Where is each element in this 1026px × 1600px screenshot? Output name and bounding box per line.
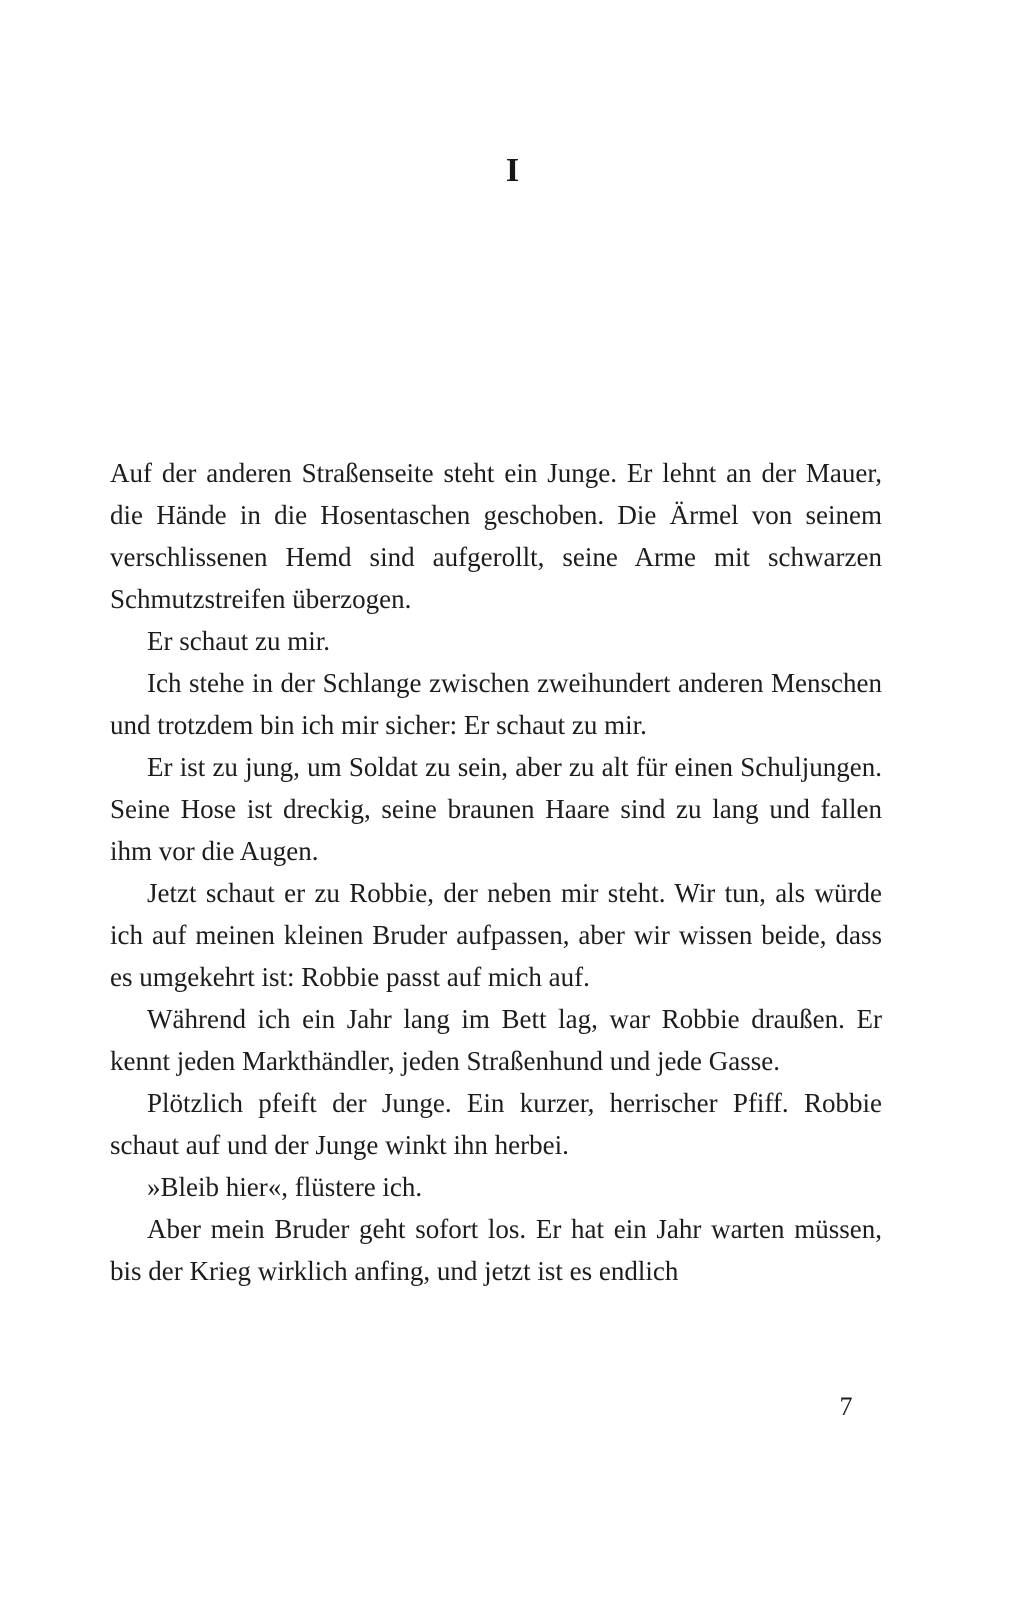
paragraph: Auf der anderen Straßenseite steht ein Junge. Er lehnt an der Mauer, die Hände in die Hosentaschen geschoben. Die Ärmel von seinem verschlissenen Hemd sind aufgerollt, seine Arme mit schwarzen Schmutzstreifen überzogen. <box>110 458 882 614</box>
paragraph: Er ist zu jung, um Soldat zu sein, aber zu alt für einen Schuljungen. Seine Hose ist dreckig, seine braunen Haare sind zu lang und fallen ihm vor die Augen. <box>110 752 882 866</box>
page-number: 7 <box>839 1392 853 1421</box>
chapter-heading: I <box>505 152 521 189</box>
paragraph: Jetzt schaut er zu Robbie, der neben mir steht. Wir tun, als würde ich auf meinen kleinen Bruder aufpassen, aber wir wissen beide, dass es umgekehrt ist: Robbie passt auf mich auf. <box>110 878 882 992</box>
paragraph: Aber mein Bruder geht sofort los. Er hat ein Jahr warten müssen, bis der Krieg wirklich anfing, und jetzt ist es endlich <box>110 1214 882 1286</box>
paragraph: Während ich ein Jahr lang im Bett lag, war Robbie draußen. Er kennt jeden Markthändler, jeden Straßenhund und jede Gasse. <box>110 1004 882 1076</box>
paragraph: Plötzlich pfeift der Junge. Ein kurzer, herrischer Pfiff. Robbie schaut auf und der Junge winkt ihn herbei. <box>110 1088 882 1160</box>
paragraph: »Bleib hier«, flüstere ich. <box>147 1172 423 1202</box>
paragraph: Ich stehe in der Schlange zwischen zweihundert anderen Menschen und trotzdem bin ich mir sicher: Er schaut zu mir. <box>110 668 882 740</box>
body-text <box>110 452 882 1292</box>
paragraph: Er schaut zu mir. <box>147 626 330 656</box>
